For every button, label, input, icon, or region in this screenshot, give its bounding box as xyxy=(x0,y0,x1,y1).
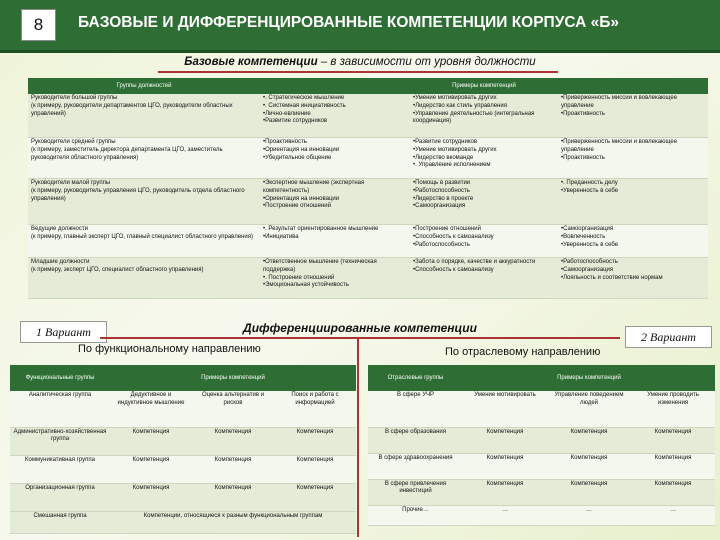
competency-item: •. Построение отношений xyxy=(263,274,335,281)
competency-cell: Оценка альтернатив и рисков xyxy=(192,391,274,427)
table-row xyxy=(10,511,356,533)
header-functional-groups: Функциональные группы xyxy=(10,365,110,391)
header-examples: Примеры компетенций xyxy=(260,78,708,94)
competency-cell xyxy=(558,138,708,179)
header-sector-examples: Примеры компетенций xyxy=(463,365,715,391)
competency-item: •Умение мотивировать других xyxy=(413,146,497,153)
competency-cell xyxy=(410,258,558,299)
table-row xyxy=(10,455,356,483)
competency-cell: Компетенция xyxy=(631,427,715,453)
competency-item: •Самоорганизация xyxy=(413,203,466,210)
table-row xyxy=(368,479,715,505)
competency-cell: Компетенция xyxy=(192,455,274,483)
table-row xyxy=(368,505,715,525)
position-group-title: Руководители средней группы xyxy=(31,139,116,145)
competency-item: •Помощь в развитии xyxy=(413,180,471,186)
position-group-title: Младшие должности xyxy=(31,259,90,265)
subtitle-prefix: Базовые компетенции xyxy=(184,56,318,68)
functional-group-cell: Смешанная группа xyxy=(10,511,110,533)
competency-item: •Умение мотивировать других xyxy=(413,95,497,101)
competency-cell: Компетенция xyxy=(631,453,715,479)
competency-cell xyxy=(558,258,708,299)
position-group-cell xyxy=(28,225,260,258)
competency-cell xyxy=(410,225,558,258)
functional-group-cell: Коммуникативная группа xyxy=(10,455,110,483)
position-group-cell xyxy=(28,179,260,225)
position-group-title: Руководители большой группы xyxy=(31,95,118,101)
competency-cell: Компетенция xyxy=(110,455,192,483)
header-sector-groups: Отраслевые группы xyxy=(368,365,463,391)
variant-1-label: 1 Вариант xyxy=(20,321,107,343)
position-group-cell xyxy=(28,258,260,299)
competency-cell xyxy=(260,94,410,138)
header-functional-examples: Примеры компетенций xyxy=(110,365,356,391)
competency-cell: Компетенция xyxy=(631,479,715,505)
competency-cell xyxy=(260,258,410,299)
basic-competencies-table xyxy=(28,78,708,299)
subtitle-suffix: – в зависимости от уровня должности xyxy=(317,56,536,68)
position-group-title: Ведущие должности xyxy=(31,226,88,232)
subtitle-underline xyxy=(158,71,558,73)
competency-item: •. Стратегическое мышление xyxy=(263,95,345,101)
table-row xyxy=(368,453,715,479)
competency-cell: … xyxy=(547,505,631,525)
competency-cell: Компетенция xyxy=(463,479,547,505)
competency-item: •Приверженность миссии и вовлекающее управление xyxy=(561,139,678,153)
competency-cell xyxy=(410,138,558,179)
competency-item: •Лично-евлиение xyxy=(263,110,311,117)
competency-item: •Управление деятельностью (интегральная координация) xyxy=(413,110,535,125)
competency-item: •Ориентация на инновации xyxy=(263,146,340,153)
competency-cell xyxy=(260,179,410,225)
competency-item: •Работоспособность xyxy=(413,187,470,194)
competency-cell xyxy=(558,94,708,138)
table-row xyxy=(28,258,708,299)
competency-cell: Компетенция xyxy=(463,427,547,453)
table-row xyxy=(28,225,708,258)
position-group-note: (к примеру, руководитель управления ЦГО, руководитель отдела областного управления) xyxy=(31,187,245,202)
competency-cell: Умение проводить изменения xyxy=(631,391,715,427)
competency-item: •Самоорганизация xyxy=(561,266,614,273)
sector-group-cell: В сфере УЧР xyxy=(368,391,463,427)
competency-item: •Забота о порядке, качестве и аккуратности xyxy=(413,259,536,265)
differentiated-underline xyxy=(100,337,620,339)
competency-item: •Приверженность миссии и вовлекающее управление xyxy=(561,95,678,109)
competency-item: •Убедительное общение xyxy=(263,154,332,161)
position-group-cell xyxy=(28,94,260,138)
competency-cell xyxy=(410,179,558,225)
competency-item: •Работоспособность xyxy=(561,259,618,265)
slide-title: БАЗОВЫЕ И ДИФФЕРЕНЦИРОВАННЫЕ КОМПЕТЕНЦИИ КОРПУСА «Б» xyxy=(78,14,620,31)
competency-cell: Компетенция xyxy=(274,427,356,455)
variant-2-label: 2 Вариант xyxy=(625,326,712,348)
position-group-note: (к примеру, эксперт ЦГО, специалист областного управления) xyxy=(31,266,204,273)
table-row xyxy=(10,391,356,427)
slide-number: 8 xyxy=(21,9,56,41)
sector-group-cell: В сфере привлечения инвестиций xyxy=(368,479,463,505)
competency-item: •. Результат ориентированное мышление xyxy=(263,226,379,232)
competency-cell: … xyxy=(463,505,547,525)
competency-item: •Способность к самоанализу xyxy=(413,266,494,273)
functional-group-cell: Организационная группа xyxy=(10,483,110,511)
competency-item: •Экспертное мышление (экспертная компетентность) xyxy=(263,180,365,194)
position-group-note: (к примеру, заместитель директора департамента ЦГО, заместитель руководителя областного управления) xyxy=(31,146,223,161)
competency-item: •. Преданность делу xyxy=(561,180,618,186)
header-groups: Группы должностей xyxy=(28,78,260,94)
competency-item: •. Управление исполнением xyxy=(413,162,491,169)
table-row xyxy=(10,427,356,455)
competency-item: •Эмоциональная устойчивость xyxy=(263,282,349,289)
competency-item: •Способность к самоанализу xyxy=(413,233,494,240)
table-row xyxy=(368,391,715,427)
competency-item: •Проактивность xyxy=(561,154,605,161)
position-group-title: Руководители малой группы xyxy=(31,180,111,186)
competency-cell xyxy=(558,179,708,225)
position-group-note: (к примеру, руководители департаментов ЦГО, руководители областных управлений) xyxy=(31,102,233,117)
competency-item: •Лидерство как стиль управления xyxy=(413,102,507,109)
sector-group-cell: В сфере здравоохранения xyxy=(368,453,463,479)
competency-cell: Компетенция xyxy=(192,427,274,455)
competency-item: •Проактивность xyxy=(561,110,605,117)
competency-cell: Дедуктивное и индуктивное мышление xyxy=(110,391,192,427)
competency-cell: Компетенция xyxy=(274,483,356,511)
header-divider xyxy=(0,50,720,53)
competency-item: •Уверенность в себе xyxy=(561,241,619,248)
competency-item: •Самоорганизация xyxy=(561,226,614,232)
differentiated-title: Дифференциированные компетенции xyxy=(243,321,477,335)
table-row xyxy=(28,94,708,138)
functional-groups-table xyxy=(10,365,356,534)
competency-item: •Лидерство в проекте xyxy=(413,195,474,202)
functional-group-cell: Административно-хозяйственная группа xyxy=(10,427,110,455)
competency-cell: Компетенция xyxy=(110,427,192,455)
competency-item: •Проактивность xyxy=(263,139,307,145)
competency-cell xyxy=(260,225,410,258)
competency-item: •Построение отношений xyxy=(413,226,481,232)
competency-item: •. Системная инициативность xyxy=(263,102,346,109)
functional-group-cell: Аналитическая группа xyxy=(10,391,110,427)
competency-cell: Компетенция xyxy=(547,479,631,505)
sector-groups-table xyxy=(368,365,715,526)
table-row xyxy=(368,427,715,453)
competency-cell xyxy=(410,94,558,138)
functional-direction-title: По функциональному направлению xyxy=(78,343,261,355)
competency-cell: Компетенция xyxy=(110,483,192,511)
competency-cell: Компетенция xyxy=(463,453,547,479)
competency-item: •Вовлеченность xyxy=(561,233,606,240)
sector-direction-title: По отраслевому направлению xyxy=(445,346,601,358)
competency-item: •Инициатива xyxy=(263,233,299,240)
competency-cell: Управление поведением людей xyxy=(547,391,631,427)
competency-cell: Умение мотивировать xyxy=(463,391,547,427)
competency-cell: Компетенция xyxy=(274,455,356,483)
competency-cell xyxy=(260,138,410,179)
competency-item: •Развитие сотрудников xyxy=(413,139,478,145)
competency-item: •Развитие сотрудников xyxy=(263,118,328,125)
competency-item: •Работоспособность xyxy=(413,241,470,248)
competency-cell: Поиск и работа с информацией xyxy=(274,391,356,427)
position-group-cell xyxy=(28,138,260,179)
position-group-note: (к примеру, главный эксперт ЦГО, главный специалист областного управления) xyxy=(31,233,253,240)
competency-cell: Компетенции, относящиеся к разным функциональным группам xyxy=(110,511,356,533)
sector-group-cell: Прочие… xyxy=(368,505,463,525)
competency-item: •Ответственное мышление (техническая поддержка) xyxy=(263,259,377,273)
competency-item: •Уверенность в себе xyxy=(561,187,619,194)
competency-item: •Построение отношений xyxy=(263,203,331,210)
variants-divider xyxy=(357,339,359,537)
basic-competencies-subtitle xyxy=(0,56,720,68)
competency-item: •Лидерство вкоманде xyxy=(413,154,474,161)
competency-cell: … xyxy=(631,505,715,525)
competency-cell: Компетенция xyxy=(547,427,631,453)
sector-group-cell: В сфере образования xyxy=(368,427,463,453)
competency-item: •Лояльность и соответствие нормам xyxy=(561,274,663,281)
table-row xyxy=(28,138,708,179)
competency-cell xyxy=(558,225,708,258)
table-row xyxy=(10,483,356,511)
competency-cell: Компетенция xyxy=(192,483,274,511)
competency-item: •Ориентация на инновации xyxy=(263,195,340,202)
table-row xyxy=(28,179,708,225)
competency-cell: Компетенция xyxy=(547,453,631,479)
